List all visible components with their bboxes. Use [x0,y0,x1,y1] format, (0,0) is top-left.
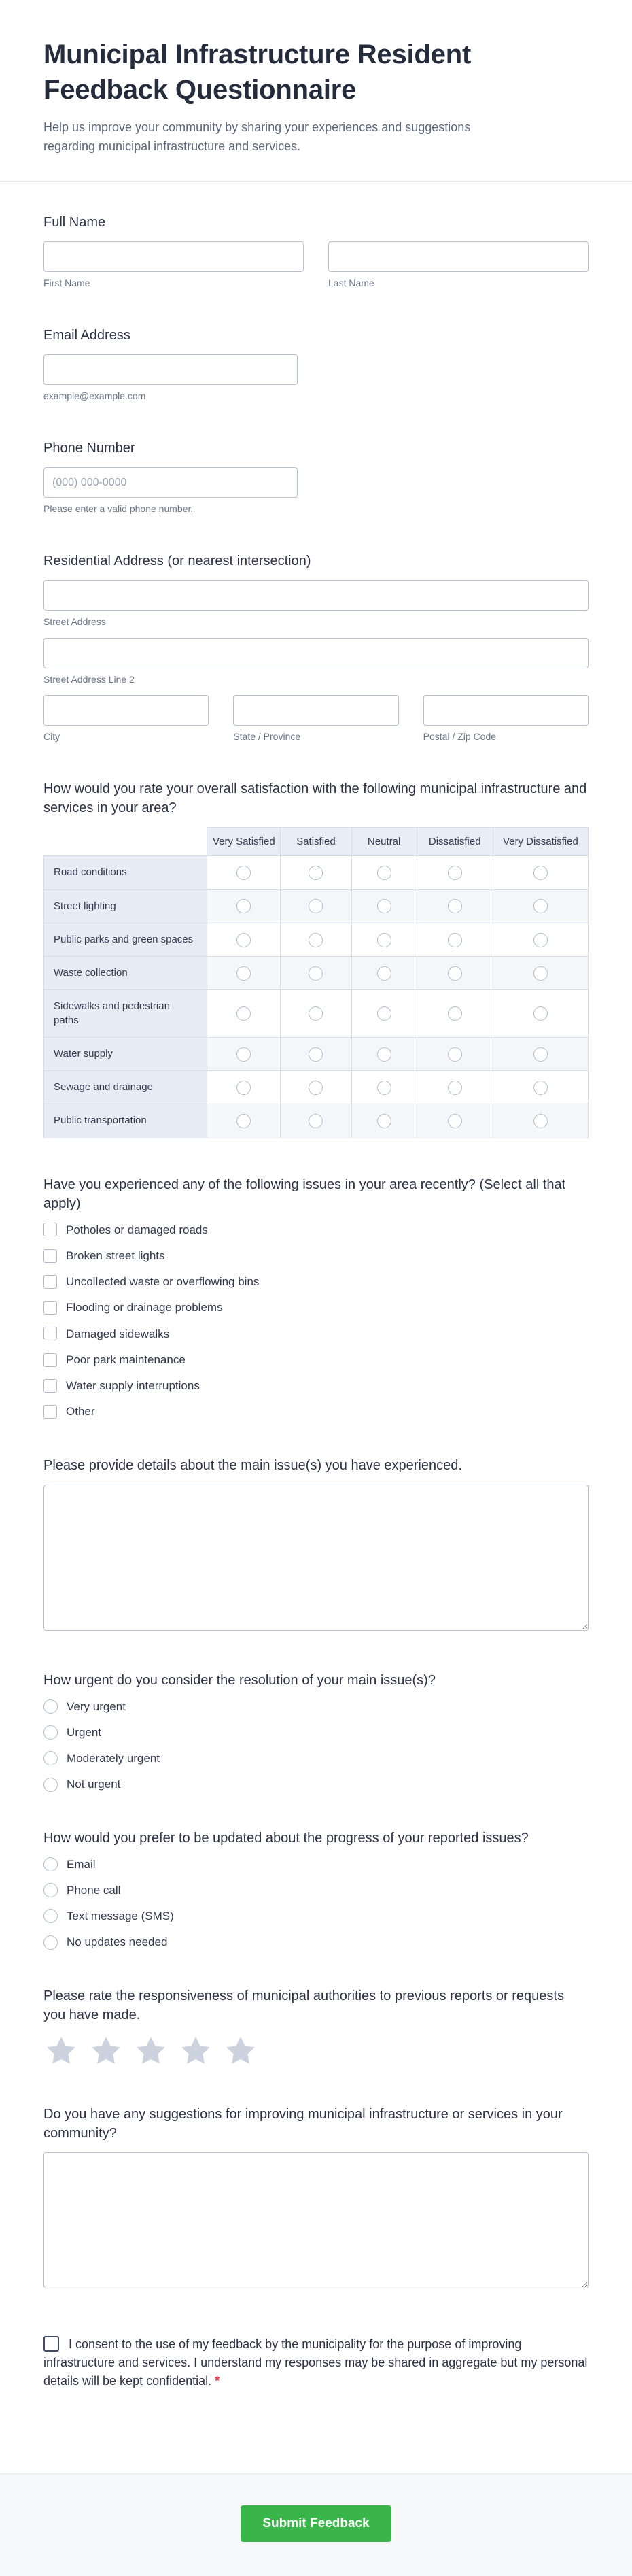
matrix-radio-icon[interactable] [377,1006,391,1021]
satisfaction-matrix [43,827,589,1138]
matrix-cell [351,1104,417,1138]
matrix-radio-icon[interactable] [309,866,323,880]
matrix-cell [493,1104,588,1138]
state-input[interactable] [233,695,398,726]
matrix-row-label: Public transportation [44,1104,207,1138]
matrix-radio-icon[interactable] [377,966,391,981]
matrix-cell [207,957,281,990]
question-satisfaction-matrix [43,779,589,1138]
matrix-radio-icon[interactable] [236,1114,251,1128]
matrix-radio-icon[interactable] [377,866,391,880]
matrix-radio-icon[interactable] [448,1081,462,1095]
matrix-cell [281,1037,351,1070]
matrix-row-label: Sewage and drainage [44,1071,207,1104]
form-subtitle: Help us improve your community by sharing your experiences and suggestions regarding municipal infrastructure and services. [43,120,471,153]
matrix-cell [493,1071,588,1104]
question-address [43,552,589,743]
matrix-row-label: Waste collection [44,957,207,990]
radio-option-label: Very urgent [67,1699,126,1713]
urgency-options [43,1699,589,1792]
question-urgency [43,1671,589,1792]
issues-label: Have you experienced any of the following issues in your area recently? (Select all that apply) [43,1176,566,1211]
matrix-row [44,1104,589,1138]
matrix-cell [207,1071,281,1104]
radio-icon[interactable] [43,1699,58,1714]
checkbox-option-label: Damaged sidewalks [66,1327,170,1340]
first-name-input[interactable] [43,241,304,272]
checkbox-option[interactable] [43,1378,589,1393]
updates-label: How would you prefer to be updated about the progress of your reported issues? [43,1830,529,1846]
first-name-sublabel: First Name [43,277,90,288]
matrix-cell [351,923,417,956]
radio-option[interactable] [43,1751,589,1765]
question-email [43,326,589,402]
matrix-col-header: Very Dissatisfied [493,827,588,856]
radio-icon[interactable] [43,1751,58,1765]
question-details [43,1456,589,1634]
matrix-radio-icon[interactable] [533,899,548,913]
radio-icon[interactable] [43,1935,58,1950]
postal-sublabel: Postal / Zip Code [423,730,497,742]
address-label: Residential Address (or nearest intersection) [43,554,311,569]
matrix-radio-icon[interactable] [309,966,323,981]
radio-icon[interactable] [43,1725,58,1740]
matrix-cell [493,856,588,889]
matrix-cell [207,856,281,889]
city-field [43,695,209,743]
street-address2-input[interactable] [43,638,589,668]
full-name-label: Full Name [43,214,106,230]
matrix-cell [351,990,417,1038]
checkbox-icon[interactable] [43,1223,57,1236]
matrix-radio-icon[interactable] [533,1114,548,1128]
submit-button[interactable]: Submit Feedback [241,2505,391,2542]
issues-options [43,1223,589,1419]
matrix-radio-icon[interactable] [448,866,462,880]
question-rating [43,1986,589,2068]
matrix-radio-icon[interactable] [236,866,251,880]
matrix-col-header: Satisfied [281,827,351,856]
question-phone [43,439,589,515]
matrix-cell [417,1037,493,1070]
matrix-radio-icon[interactable] [309,933,323,947]
matrix-cell [281,1071,351,1104]
radio-option-label: Phone call [67,1883,121,1897]
matrix-row-label: Sidewalks and pedestrian paths [44,990,207,1038]
star-icon[interactable] [178,2034,213,2068]
matrix-radio-icon[interactable] [377,933,391,947]
matrix-col-header: Very Satisfied [207,827,281,856]
matrix-radio-icon[interactable] [533,1006,548,1021]
matrix-radio-icon[interactable] [533,933,548,947]
checkbox-icon[interactable] [43,1249,57,1263]
street-address-input[interactable] [43,580,589,611]
consent-field [43,2335,589,2390]
suggestions-textarea[interactable] [43,2152,589,2288]
matrix-cell [417,1071,493,1104]
matrix-radio-icon[interactable] [533,866,548,880]
city-input[interactable] [43,695,209,726]
star-icon[interactable] [88,2034,124,2068]
checkbox-option[interactable] [43,1327,589,1341]
radio-option-label: Not urgent [67,1778,121,1791]
checkbox-icon[interactable] [43,1327,57,1340]
radio-icon[interactable] [43,1909,58,1923]
radio-option[interactable] [43,1883,589,1897]
checkbox-icon[interactable] [43,1301,57,1315]
matrix-radio-icon[interactable] [448,899,462,913]
checkbox-icon[interactable] [43,1275,57,1289]
consent-text: I consent to the use of my feedback by the municipality for the purpose of improving infrastructure and services. I understand my responses may be shared in aggregate but my personal details will be kept confidential. [43,2337,588,2388]
matrix-radio-icon[interactable] [533,966,548,981]
matrix-cell [351,889,417,923]
question-issues [43,1175,589,1419]
checkbox-option-label: Poor park maintenance [66,1353,186,1366]
checkbox-option-label: Flooding or drainage problems [66,1301,223,1315]
full-name-row [43,241,589,289]
matrix-cell [281,957,351,990]
matrix-cell [281,1104,351,1138]
street-address2-sublabel: Street Address Line 2 [43,673,135,685]
checkbox-option[interactable] [43,1274,589,1289]
checkbox-option[interactable] [43,1223,589,1237]
checkbox-option-label: Broken street lights [66,1249,165,1262]
checkbox-option-label: Other [66,1405,95,1419]
form-title: Municipal Infrastructure Resident Feedback Questionnaire [43,39,472,105]
checkbox-option-label: Uncollected waste or overflowing bins [66,1275,260,1289]
question-suggestions [43,2105,589,2292]
matrix-radio-icon[interactable] [236,1047,251,1062]
matrix-cell [417,856,493,889]
checkbox-icon[interactable] [43,1353,57,1367]
matrix-cell [281,990,351,1038]
phone-input[interactable] [43,467,298,498]
radio-option-label: Email [67,1857,96,1871]
matrix-cell [351,1071,417,1104]
matrix-cell [207,990,281,1038]
matrix-radio-icon[interactable] [448,933,462,947]
matrix-row [44,923,589,956]
urgency-label: How urgent do you consider the resolution of your main issue(s)? [43,1672,436,1688]
star-icon[interactable] [43,2034,79,2068]
question-full-name [43,213,589,289]
radio-icon[interactable] [43,1883,58,1897]
matrix-col-header: Dissatisfied [417,827,493,856]
radio-option[interactable] [43,1777,589,1791]
radio-option[interactable] [43,1935,589,1949]
email-input[interactable] [43,354,298,385]
matrix-cell [351,856,417,889]
matrix-row [44,889,589,923]
phone-sublabel: Please enter a valid phone number. [43,503,194,515]
checkbox-option[interactable] [43,1404,589,1419]
radio-option-label: Text message (SMS) [67,1910,174,1923]
postal-input[interactable] [423,695,589,726]
radio-icon[interactable] [43,1857,58,1871]
street-address-sublabel: Street Address [43,616,106,628]
matrix-row [44,1037,589,1070]
matrix-radio-icon[interactable] [377,1114,391,1128]
matrix-radio-icon[interactable] [236,1006,251,1021]
matrix-cell [417,923,493,956]
email-label: Email Address [43,327,130,343]
street-address-field [43,580,589,628]
radio-option[interactable] [43,1857,589,1871]
matrix-header-row [44,827,589,856]
question-updates [43,1829,589,1950]
matrix-radio-icon[interactable] [309,1114,323,1128]
matrix-radio-icon[interactable] [236,966,251,981]
matrix-cell [351,957,417,990]
matrix-radio-icon[interactable] [236,899,251,913]
details-textarea[interactable] [43,1485,589,1631]
matrix-radio-icon[interactable] [377,1047,391,1062]
suggestions-label: Do you have any suggestions for improving municipal infrastructure or services in your community? [43,2106,563,2141]
radio-option[interactable] [43,1909,589,1923]
matrix-cell [417,1104,493,1138]
matrix-cell [207,923,281,956]
star-rating [43,2034,589,2068]
radio-icon[interactable] [43,1778,58,1792]
satisfaction-matrix-label: How would you rate your overall satisfaction with the following municipal infrastructure and services in your area? [43,781,587,815]
form-header [0,0,632,181]
matrix-radio-icon[interactable] [533,1081,548,1095]
matrix-cell [493,1037,588,1070]
matrix-radio-icon[interactable] [309,1081,323,1095]
matrix-corner-cell [44,827,207,856]
checkbox-option[interactable] [43,1300,589,1315]
last-name-input[interactable] [328,241,589,272]
street-address2-field [43,638,589,685]
matrix-row-label: Road conditions [44,856,207,889]
matrix-cell [417,990,493,1038]
city-state-zip-row [43,695,589,743]
matrix-cell [351,1037,417,1070]
matrix-radio-icon[interactable] [448,1114,462,1128]
radio-option-label: Moderately urgent [67,1752,160,1765]
matrix-cell [207,1104,281,1138]
matrix-row-label: Public parks and green spaces [44,923,207,956]
matrix-row [44,957,589,990]
matrix-radio-icon[interactable] [236,1081,251,1095]
matrix-radio-icon[interactable] [448,1006,462,1021]
matrix-cell [493,923,588,956]
matrix-cell [417,957,493,990]
matrix-cell [281,923,351,956]
state-sublabel: State / Province [233,730,301,742]
matrix-cell [493,889,588,923]
checkbox-option-label: Potholes or damaged roads [66,1223,208,1236]
state-field [233,695,398,743]
checkbox-option[interactable] [43,1249,589,1263]
form-content [0,182,632,2473]
email-sublabel: example@example.com [43,390,146,401]
matrix-radio-icon[interactable] [448,1047,462,1062]
checkbox-icon[interactable] [43,1405,57,1419]
form-footer [0,2473,632,2576]
matrix-radio-icon[interactable] [309,1006,323,1021]
first-name-field [43,241,304,289]
matrix-row [44,990,589,1038]
matrix-cell [281,889,351,923]
matrix-radio-icon[interactable] [448,966,462,981]
matrix-radio-icon[interactable] [533,1047,548,1062]
matrix-cell [207,889,281,923]
matrix-cell [207,1037,281,1070]
checkbox-option[interactable] [43,1353,589,1367]
radio-option-label: No updates needed [67,1935,168,1949]
matrix-row [44,1071,589,1104]
matrix-cell [493,990,588,1038]
updates-options [43,1857,589,1950]
radio-option[interactable] [43,1699,589,1714]
last-name-sublabel: Last Name [328,277,374,288]
rating-label: Please rate the responsiveness of municipal authorities to previous reports or requests you have made. [43,1988,564,2022]
matrix-row-label: Street lighting [44,889,207,923]
phone-label: Phone Number [43,441,135,456]
matrix-radio-icon[interactable] [377,1081,391,1095]
details-label: Please provide details about the main issue(s) you have experienced. [43,1457,462,1473]
checkbox-option-label: Water supply interruptions [66,1379,200,1393]
matrix-cell [281,856,351,889]
required-asterisk: * [215,2373,220,2388]
radio-option-label: Urgent [67,1725,102,1739]
matrix-row-label: Water supply [44,1037,207,1070]
last-name-field [328,241,589,289]
matrix-cell [493,957,588,990]
checkbox-icon[interactable] [43,1379,57,1393]
matrix-radio-icon[interactable] [309,1047,323,1062]
matrix-radio-icon[interactable] [377,899,391,913]
radio-option[interactable] [43,1725,589,1740]
matrix-row [44,856,589,889]
star-icon[interactable] [223,2034,258,2068]
matrix-cell [417,889,493,923]
star-icon[interactable] [133,2034,169,2068]
matrix-col-header: Neutral [351,827,417,856]
postal-field [423,695,589,743]
matrix-radio-icon[interactable] [236,933,251,947]
matrix-radio-icon[interactable] [309,899,323,913]
city-sublabel: City [43,730,60,742]
consent-checkbox-icon[interactable] [43,2336,59,2352]
